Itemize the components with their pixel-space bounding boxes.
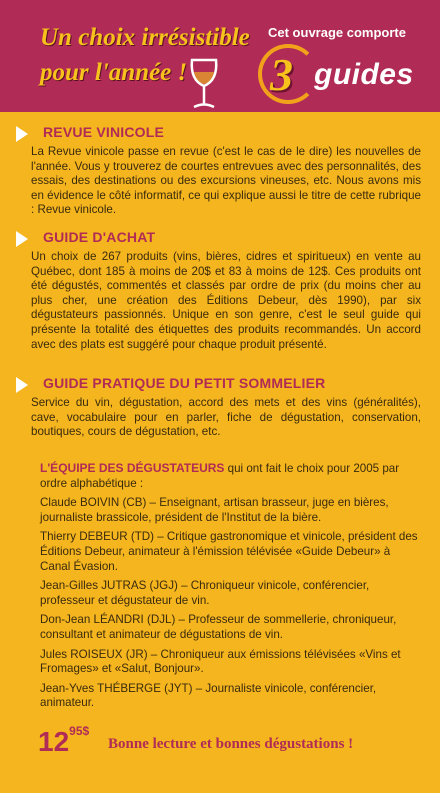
team-member: Claude BOIVIN (CB) – Enseignant, artisan brasseur, juge en bières, journaliste brassicole, président de l'Institut de la bière. bbox=[40, 496, 389, 524]
closing-message: Bonne lecture et bonnes dégustations ! bbox=[108, 736, 354, 752]
section-title: GUIDE D'ACHAT bbox=[43, 229, 156, 245]
section-body: Un choix de 267 produits (vins, bières, cidres et spiritueux) en vente au Québec, dont 185 à moins de 20$ et 83 à moins de 12$. Ces produits ont été dégustés, commentés et classés par ordre de prix (du moins cher au plus cher, une création des Éditions Debeur, dès 1990), par six dégustateurs passionnés. Unique en son genre, c'est le seul guide qui présente la totalité des étiquettes des produits recommandés. Un accord avec des plats est suggéré pour chaque produit présenté. bbox=[31, 250, 421, 351]
section-body: Service du vin, dégustation, accord des mets et des vins (généralités), cave, vocabulaire pour en parler, fiche de dégustation, conservation, boutiques, cours de dégustation, etc. bbox=[31, 396, 421, 439]
team-title: L'ÉQUIPE DES DÉGUSTATEURS bbox=[40, 461, 225, 475]
team-member: Jean-Gilles JUTRAS (JGJ) – Chroniqueur vinicole, conférencier, professeur et dégustateur de vin. bbox=[40, 579, 370, 607]
tasters-team bbox=[40, 461, 422, 716]
headline bbox=[40, 20, 270, 90]
arrow-bullet-icon bbox=[16, 231, 28, 247]
badge-word: guides bbox=[314, 58, 414, 91]
section-body: La Revue vinicole passe en revue (c'est le cas de le dire) les nouvelles de l'année. Vous y trouverez de courtes entrevues avec des personnalités, des essais, des destinations ou des excursions vineuses, etc. Nous avons mis en évidence le côté informatif, ce qui explique aussi le titre de cette rubrique : Revue vinicole. bbox=[31, 145, 421, 217]
arrow-bullet-icon bbox=[16, 126, 28, 142]
headline-line-2: pour l'année ! bbox=[40, 59, 188, 86]
price-dollars: 12 bbox=[38, 726, 70, 757]
price bbox=[38, 724, 89, 758]
headline-line-1: Un choix irrésistible bbox=[40, 24, 250, 51]
section-title: REVUE VINICOLE bbox=[43, 124, 165, 140]
section-title: GUIDE PRATIQUE DU PETIT SOMMELIER bbox=[43, 375, 326, 391]
team-intro-text: qui ont fait le choix pour 2005 par ordre alphabétique : bbox=[40, 462, 400, 490]
arrow-bullet-icon bbox=[16, 377, 28, 393]
badge-caption: Cet ouvrage comporte bbox=[268, 25, 406, 40]
section-guide-achat bbox=[31, 229, 421, 352]
section-petit-sommelier bbox=[31, 375, 421, 440]
wine-glass-icon bbox=[184, 56, 224, 112]
team-member: Don-Jean LÉANDRI (DJL) – Professeur de sommellerie, chroniqueur, consultant et animateur de dégustations de vin. bbox=[40, 613, 397, 641]
team-member: Jean-Yves THÉBERGE (JYT) – Journaliste vinicole, conférencier, animateur. bbox=[40, 681, 377, 710]
team-member: Thierry DEBEUR (TD) – Critique gastronomique et vinicole, président des Éditions Debeur, animateur à l'émission télévisée «Guide Debeur» à Canal Évasion. bbox=[40, 530, 418, 573]
team-member: Jules ROISEUX (JR) – Chroniqueur aux émissions télévisées «Vins et Fromages» et «Salut, Bonjour». bbox=[40, 647, 401, 676]
price-cents: 95$ bbox=[69, 724, 90, 738]
team-intro bbox=[40, 461, 422, 491]
badge-number: 3 bbox=[270, 49, 293, 100]
section-revue-vinicole bbox=[31, 124, 421, 218]
